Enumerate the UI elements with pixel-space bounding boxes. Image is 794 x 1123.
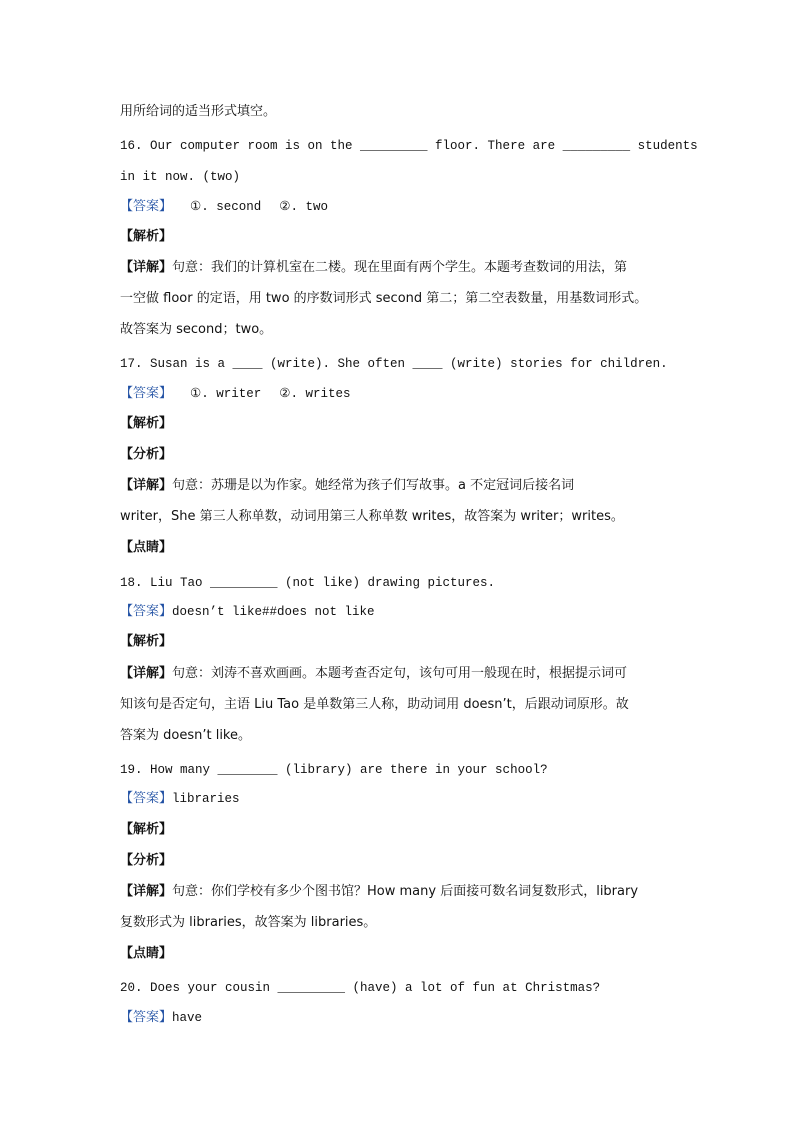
question-16-detail-3: 故答案为 second；two。 bbox=[120, 322, 273, 337]
analysis-tag: 【解析】 bbox=[120, 229, 173, 244]
dianjing-tag: 【点睛】 bbox=[120, 946, 173, 961]
fenxi-tag: 【分析】 bbox=[120, 853, 173, 868]
detail-text: 句意：苏珊是以为作家。她经常为孩子们写故事。a 不定冠词后接名词 bbox=[172, 478, 575, 493]
question-16-answer bbox=[120, 198, 680, 215]
answer-2: ②. two bbox=[279, 200, 328, 214]
question-17-line-1: 17. Susan is a ____ (write). She often ____ (write) stories for children. bbox=[120, 357, 668, 371]
answer-text: doesn’t like##does not like bbox=[172, 605, 375, 619]
detail-tag: 【详解】 bbox=[120, 478, 173, 493]
answer-text: libraries bbox=[172, 792, 240, 806]
detail-tag: 【详解】 bbox=[120, 666, 173, 681]
fenxi-tag: 【分析】 bbox=[120, 447, 173, 462]
instruction: 用所给词的适当形式填空。 bbox=[120, 104, 277, 119]
question-16-line-1: 16. Our computer room is on the _________ floor. There are _________ students bbox=[120, 139, 698, 153]
answer-1: ①. second bbox=[190, 200, 262, 214]
question-19-line-1: 19. How many ________ (library) are there in your school? bbox=[120, 763, 548, 777]
question-17-detail-1 bbox=[120, 478, 680, 494]
question-19-detail-1 bbox=[120, 884, 680, 900]
question-18-line-1: 18. Liu Tao _________ (not like) drawing pictures. bbox=[120, 576, 496, 590]
detail-text: 句意：你们学校有多少个图书馆？How many 后面接可数名词复数形式，library bbox=[172, 884, 639, 899]
detail-text: 句意：我们的计算机室在二楼。现在里面有两个学生。本题考查数词的用法，第 bbox=[172, 260, 628, 275]
answer-tag: 【答案】 bbox=[120, 604, 173, 619]
question-18-detail-2: 知该句是否定句，主语 Liu Tao 是单数第三人称，助动词用 doesn’t，后跟动词原形。故 bbox=[120, 697, 629, 712]
answer-2: ②. writes bbox=[279, 387, 351, 401]
detail-text: 句意：刘涛不喜欢画画。本题考查否定句，该句可用一般现在时，根据提示词可 bbox=[172, 666, 628, 681]
answer-1: ①. writer bbox=[190, 387, 262, 401]
question-20-line-1: 20. Does your cousin _________ (have) a lot of fun at Christmas? bbox=[120, 981, 601, 995]
detail-tag: 【详解】 bbox=[120, 884, 173, 899]
question-18-answer bbox=[120, 603, 680, 620]
question-19-answer bbox=[120, 790, 680, 807]
question-17-detail-2: writer，She 第三人称单数，动词用第三人称单数 writes，故答案为 writer；writes。 bbox=[120, 509, 624, 524]
detail-tag: 【详解】 bbox=[120, 260, 173, 275]
analysis-tag: 【解析】 bbox=[120, 634, 173, 649]
answer-tag: 【答案】 bbox=[120, 199, 173, 214]
analysis-tag: 【解析】 bbox=[120, 822, 173, 837]
question-18-detail-1 bbox=[120, 666, 680, 682]
question-16-detail-2: 一空做 floor 的定语，用 two 的序数词形式 second 第二；第二空表数量，用基数词形式。 bbox=[120, 291, 648, 306]
question-17-answer bbox=[120, 385, 680, 402]
answer-tag: 【答案】 bbox=[120, 791, 173, 806]
analysis-tag: 【解析】 bbox=[120, 416, 173, 431]
question-16-line-2: in it now. (two) bbox=[120, 170, 241, 184]
question-19-detail-2: 复数形式为 libraries，故答案为 libraries。 bbox=[120, 915, 377, 930]
answer-tag: 【答案】 bbox=[120, 386, 173, 401]
answer-text: have bbox=[172, 1011, 203, 1025]
dianjing-tag: 【点睛】 bbox=[120, 540, 173, 555]
question-16-detail-1 bbox=[120, 260, 680, 276]
question-20-answer bbox=[120, 1009, 680, 1026]
answer-tag: 【答案】 bbox=[120, 1010, 173, 1025]
question-18-detail-3: 答案为 doesn’t like。 bbox=[120, 728, 251, 743]
